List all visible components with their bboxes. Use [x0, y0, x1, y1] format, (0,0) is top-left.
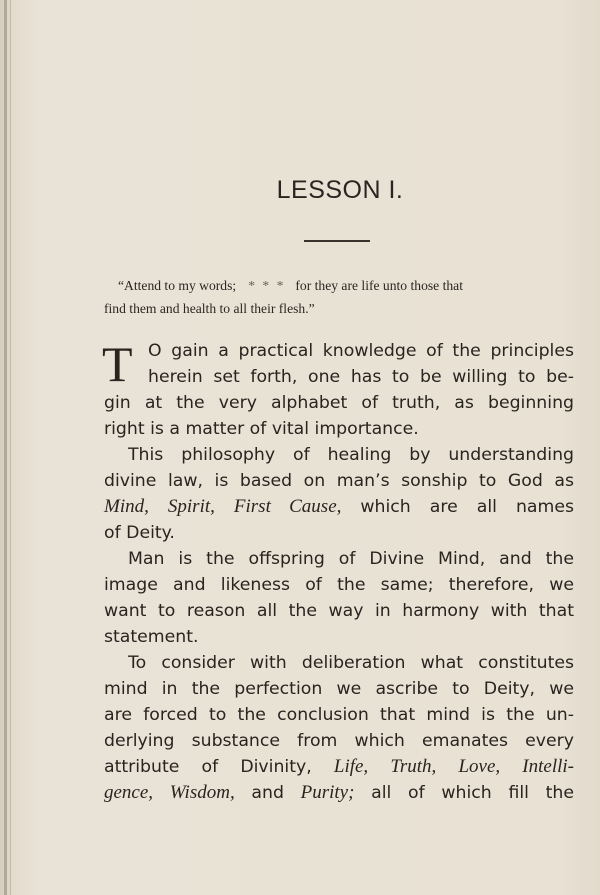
p4-and: and [251, 783, 284, 803]
p3-line-1: Man is the offspring of Divine Mind, and the [128, 549, 574, 569]
p3-line-3: want to reason all the way in harmony with that [104, 601, 574, 621]
epigraph [104, 274, 574, 320]
heading-rule [304, 240, 370, 242]
drop-cap: T [102, 336, 133, 392]
p1-line-4: right is a matter of vital importance. [104, 419, 419, 439]
epigraph-text-after: for they are life unto those that [295, 278, 463, 293]
binding-edge-inner [10, 0, 11, 895]
p2-line-3-rest: which are all names [360, 497, 574, 517]
p4-line-2: mind in the perfection we ascribe to Deity, we [104, 679, 574, 699]
p4-italic-wisdom: Wisdom, [169, 782, 235, 803]
epigraph-line-2: find them and health to all their flesh.” [104, 301, 315, 316]
p2-line-1: This philosophy of healing by understanding [128, 445, 574, 465]
binding-edge [4, 0, 7, 895]
lesson-heading: LESSON I. [276, 176, 404, 204]
p2-line-3 [104, 494, 574, 520]
p4-line-6 [104, 780, 574, 806]
p3-line-2: image and likeness of the same; therefore, we [104, 575, 574, 595]
p4-italic-purity: Purity; [300, 782, 355, 803]
p4-italic-truth: Truth, [390, 756, 437, 777]
epigraph-text-before: “Attend to my words; [118, 278, 237, 293]
p4-line-4: derlying substance from which emanates every [104, 731, 574, 751]
p4-italic-gence: gence, [104, 782, 154, 803]
p2-italic-first-cause: First Cause, [233, 496, 342, 517]
p4-line-5-start: attribute of Divinity, [104, 757, 312, 777]
epigraph-stars: * * * [248, 278, 286, 293]
p4-italic-intelli: Intelli- [522, 756, 574, 777]
p2-line-2: divine law, is based on man’s sonship to God as [104, 471, 574, 491]
p4-italic-love: Love, [458, 756, 501, 777]
epigraph-line-1 [104, 274, 574, 297]
p1-line-1: O gain a practical knowledge of the principles [148, 341, 574, 361]
p2-italic-spirit: Spirit, [167, 496, 215, 517]
p2-line-4: of Deity. [104, 523, 175, 543]
p1-line-2: herein set forth, one has to be willing to be- [148, 367, 574, 387]
p4-line-3: are forced to the conclusion that mind is the un- [104, 705, 574, 725]
p1-line-3: gin at the very alphabet of truth, as beginning [104, 393, 574, 413]
p3-line-4: statement. [104, 627, 199, 647]
p4-line-1: To consider with deliberation what constitutes [128, 653, 574, 673]
p4-line-6-rest: all of which fill the [371, 783, 574, 803]
p2-italic-mind: Mind, [104, 496, 149, 517]
p4-line-5 [104, 754, 574, 780]
p4-italic-life: Life, [333, 756, 369, 777]
